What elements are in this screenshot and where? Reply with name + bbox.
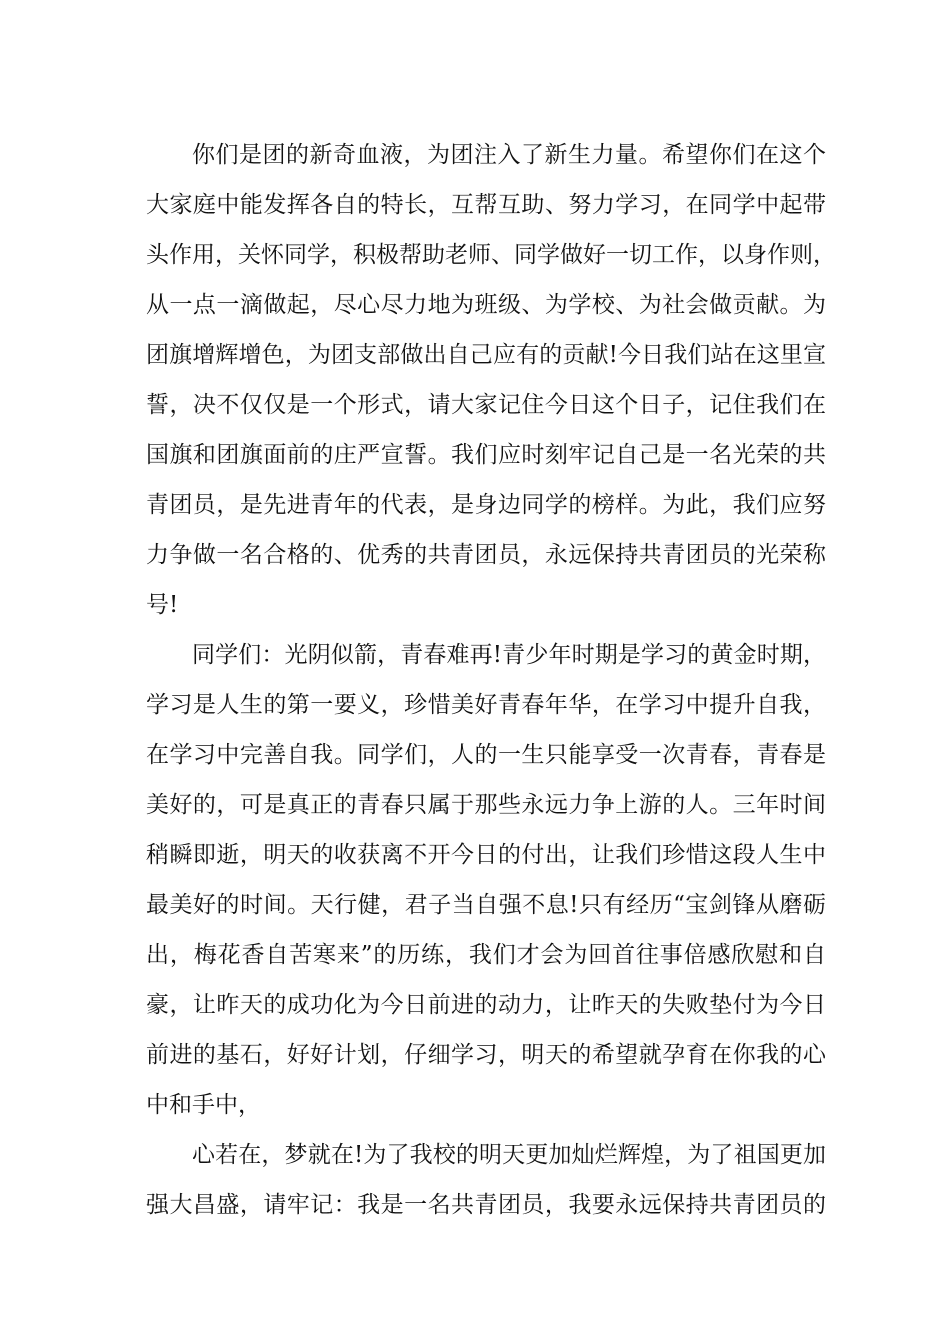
text-line: 团旗增辉增色，为团支部做出自己应有的贡献!今日我们站在这里宣 (146, 342, 826, 368)
text-line: 头作用，关怀同学，积极帮助老师、同学做好一切工作，以身作则， (146, 242, 836, 268)
text-line: 出，梅花香自苦寒来”的历练，我们才会为回首往事倍感欣慰和自 (146, 942, 826, 968)
paragraph-1 (146, 130, 836, 630)
text-line: 心若在，梦就在!为了我校的明天更加灿烂辉煌，为了祖国更加 (192, 1142, 826, 1168)
text-line: 中和手中， (146, 1092, 261, 1118)
text-line: 在学习中完善自我。同学们，人的一生只能享受一次青春，青春是 (146, 742, 826, 768)
paragraph-3 (146, 1130, 826, 1230)
text-line: 从一点一滴做起，尽心尽力地为班级、为学校、为社会做贡献。为 (146, 292, 826, 318)
text-line: 前进的基石，好好计划，仔细学习，明天的希望就孕育在你我的心 (146, 1042, 826, 1068)
text-line: 稍瞬即逝，明天的收获离不开今日的付出，让我们珍惜这段人生中 (146, 842, 826, 868)
text-line: 你们是团的新奇血液，为团注入了新生力量。希望你们在这个 (192, 142, 826, 168)
text-line: 誓，决不仅仅是一个形式，请大家记住今日这个日子，记住我们在 (146, 392, 826, 418)
text-line: 最美好的时间。天行健，君子当自强不息!只有经历“宝剑锋从磨砺 (146, 892, 826, 918)
text-line: 学习是人生的第一要义，珍惜美好青春年华，在学习中提升自我， (146, 692, 826, 718)
text-line: 同学们：光阴似箭，青春难再!青少年时期是学习的黄金时期， (192, 642, 826, 668)
text-line: 国旗和团旗面前的庄严宣誓。我们应时刻牢记自己是一名光荣的共 (146, 442, 826, 468)
document-body (146, 130, 836, 1230)
paragraph-2 (146, 630, 826, 1130)
text-line: 豪，让昨天的成功化为今日前进的动力，让昨天的失败垫付为今日 (146, 992, 826, 1018)
text-line: 号! (146, 592, 179, 618)
text-line: 美好的，可是真正的青春只属于那些永远力争上游的人。三年时间 (146, 792, 826, 818)
text-line: 强大昌盛，请牢记：我是一名共青团员，我要永远保持共青团员的 (146, 1192, 826, 1218)
text-line: 青团员，是先进青年的代表，是身边同学的榜样。为此，我们应努 (146, 492, 826, 518)
text-line: 力争做一名合格的、优秀的共青团员，永远保持共青团员的光荣称 (146, 542, 826, 568)
text-line: 大家庭中能发挥各自的特长，互帮互助、努力学习，在同学中起带 (146, 192, 826, 218)
